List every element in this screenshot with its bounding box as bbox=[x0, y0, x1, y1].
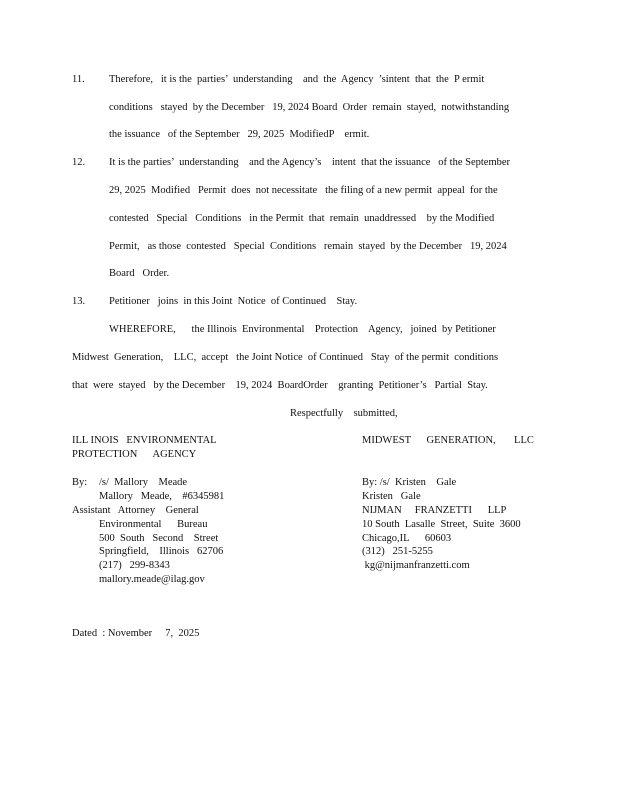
item-12-line-2: 29, 2025 Modified Permit does not necessitate the filing of a new permit appeal for the bbox=[109, 185, 498, 196]
right-line-phone: (312) 251-5255 bbox=[362, 546, 433, 557]
left-line-title: Assistant Attorney General bbox=[72, 505, 199, 516]
item-12-line-5: Board Order. bbox=[109, 268, 170, 279]
item-12-line-1: It is the parties’ understanding and the Agency’s intent that the issuance of the September bbox=[109, 157, 511, 168]
item-12-line-4: Permit, as those contested Special Conditions remain stayed by the December 19, 2024 bbox=[109, 241, 507, 252]
item-12-line-3: contested Special Conditions in the Permit that remain unaddressed by the Modified bbox=[109, 213, 495, 224]
left-signature: /s/ Mallory Meade bbox=[99, 477, 188, 488]
left-line-street: 500 South Second Street bbox=[99, 533, 219, 544]
left-line-city: Springfield, Illinois 62706 bbox=[99, 546, 224, 557]
right-line-firm: NIJMAN FRANZETTI LLP bbox=[362, 505, 507, 516]
left-party-name-1: ILL INOIS ENVIRONMENTAL bbox=[72, 435, 217, 446]
item-11-line-2: conditions stayed by the December 19, 2024 Board Order remain stayed, notwithstanding bbox=[109, 102, 510, 113]
right-line-name: Kristen Gale bbox=[362, 491, 421, 502]
right-line-email[interactable]: kg@nijmanfranzetti.com bbox=[362, 560, 470, 571]
item-11-line-1: Therefore, it is the parties’ understanding and the Agency ’sintent that the P ermit bbox=[109, 74, 485, 85]
right-line-city: Chicago,IL 60603 bbox=[362, 533, 452, 544]
right-signature: By: /s/ Kristen Gale bbox=[362, 477, 457, 488]
item-number: 13. bbox=[72, 296, 86, 307]
left-party-name-2: PROTECTION AGENCY bbox=[72, 449, 197, 460]
left-by-label: By: bbox=[72, 477, 88, 488]
right-party-name-1: MIDWEST GENERATION, LLC bbox=[362, 435, 534, 446]
item-11-line-3: the issuance of the September 29, 2025 ModifiedP ermit. bbox=[109, 129, 370, 140]
left-line-phone: (217) 299-8343 bbox=[99, 560, 170, 571]
wherefore-line-1: WHEREFORE, the Illinois Environmental Protection Agency, joined by Petitioner bbox=[109, 324, 496, 335]
left-line-name: Mallory Meade, #6345981 bbox=[99, 491, 225, 502]
left-line-bureau: Environmental Bureau bbox=[99, 519, 208, 530]
item-number: 11. bbox=[72, 74, 85, 85]
item-13-line-1: Petitioner joins in this Joint Notice of Continued Stay. bbox=[109, 296, 358, 307]
closing-text: Respectfully submitted, bbox=[290, 408, 398, 419]
wherefore-line-3: that were stayed by the December 19, 2024 BoardOrder granting Petitioner’s Partial Stay. bbox=[72, 380, 488, 391]
left-line-email[interactable]: mallory.meade@ilag.gov bbox=[99, 574, 205, 585]
wherefore-line-2: Midwest Generation, LLC, accept the Joint Notice of Continued Stay of the permit conditions bbox=[72, 352, 499, 363]
right-line-street: 10 South Lasalle Street, Suite 3600 bbox=[362, 519, 521, 530]
item-number: 12. bbox=[72, 157, 86, 168]
dated-line: Dated : November 7, 2025 bbox=[72, 628, 200, 639]
